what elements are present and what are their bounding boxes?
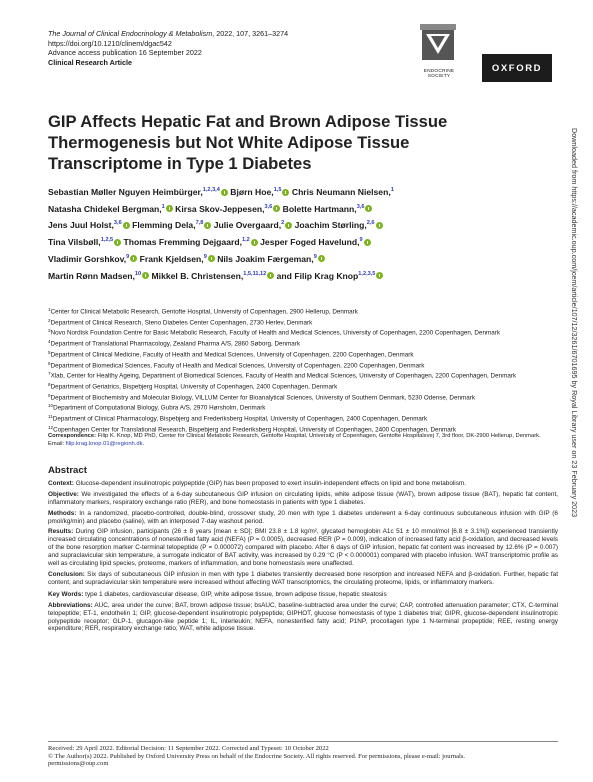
affiliation-text: Copenhagen Center for Translational Research, Bispebjerg and Frederiksberg Hospital, University of Copenhagen, 2400 Copenhagen, Denmark xyxy=(53,426,457,434)
orcid-icon[interactable] xyxy=(123,222,130,229)
download-notice xyxy=(567,128,581,638)
affiliation-text: Department of Clinical Pharmacology, Bispebjerg and Frederiksberg Hospital, University of Copenhagen, 2400 Copenhagen, Denmark xyxy=(52,415,428,423)
orcid-icon[interactable] xyxy=(365,205,372,212)
affiliation-number: 8 xyxy=(48,381,51,387)
affiliation xyxy=(48,317,558,328)
affiliation-number: 3 xyxy=(48,328,51,334)
endocrine-society-text: ENDOCRINE SOCIETY xyxy=(423,69,455,80)
correspondence-text: Filip K. Knop, MD PhD, Center for Clinical Metabolic Research, Gentofte Hospital, University of Copenhagen, Gentofte Hospitalsvej 7, 3rd floor, DK-2900 Hellerup, Denmark. Email: xyxy=(48,433,541,448)
abstract-section xyxy=(48,528,558,568)
affiliation-text: Department of Computational Biology, Gubra A/S, 2970 Hørsholm, Denmark xyxy=(53,404,266,412)
affiliation-text: Department of Geriatrics, Bispebjerg Hospital, University of Copenhagen, 2400 Copenhagen, Denmark xyxy=(50,383,338,391)
affiliation xyxy=(48,360,558,371)
copyright: © The Author(s) 2022. Published by Oxford University Press on behalf of the Endocrine Society. All rights reserved. For permissions, please e-mail: journals. xyxy=(48,752,466,760)
affiliation-text: Xlab, Center for Healthy Ageing, Department of Biomedical Sciences, Faculty of Health and Medical Sciences, University of Copenhagen, 2200 Copenhagen, Denmark xyxy=(50,372,517,380)
affiliation-number: 12 xyxy=(48,424,54,430)
affiliation xyxy=(48,306,558,317)
affiliation-text: Department of Translational Pharmacology, Zealand Pharma A/S, 2860 Søborg, Denmark xyxy=(50,340,300,348)
author-affiliation-sup: 9 xyxy=(313,253,317,260)
correspondence-label: Correspondence: xyxy=(48,433,96,439)
affiliation xyxy=(48,327,558,338)
author-row xyxy=(48,233,558,250)
author-name: Natasha Chidekel Bergman, xyxy=(48,203,162,214)
author-affiliation-sup: 9 xyxy=(126,253,130,260)
affiliation-text: Department of Biomedical Sciences, Faculty of Health and Medical Sciences, University of Copenhagen, 2200 Copenhagen, Denmark xyxy=(50,362,425,370)
abstract-section-text: During GIP infusion, participants (26 ± 8 years [mean ± SD]; BMI 23.8 ± 1.8 kg/m², glycated hemoglobin A1c 51 ± 10 mmol/mol [6.8 ± 3.1%]) experienced transiently increased circulating concentrations of nonesterified fatty acid (NEFA) (P = 0.0005), decreased RER (P = 0.009), indication of increased fatty acid β-oxidation, and decreased levels of the bone resorption marker C-terminal telopeptide (P = 0.000072) compared with placebo. After 6 days of GIP infusion, hepatic fat content was increased by 12.6% (P = 0.007) and supraclavicular skin temperature, a surrogate indicator of BAT activity, was increased by 0.29 °C (P < 0.000001) compared with placebo infusion. WAT transcriptomic profile as well as circulating lipid species, proteome, markers of inflammation, and bone homeostasis were unaffected. xyxy=(48,528,558,568)
orcid-icon[interactable] xyxy=(208,255,215,262)
affiliation xyxy=(48,370,558,381)
author-affiliation-sup: 3,6 xyxy=(113,220,122,227)
author-row xyxy=(48,267,558,284)
author-name: Sebastian Møller Nguyen Heimbürger, xyxy=(48,187,203,197)
orcid-icon[interactable] xyxy=(318,255,325,262)
author-row xyxy=(48,250,558,267)
author-name: Jens Juul Holst, xyxy=(48,220,114,231)
abstract-section-label: Objective: xyxy=(48,490,79,498)
abstract-section xyxy=(48,510,558,526)
correspondence-email-link[interactable]: filip.krag.knop.01@regionh.dk xyxy=(65,441,143,448)
affiliation-text: Novo Nordisk Foundation Centre for Basic Metabolic Research, Faculty of Health and Medical Sciences, University of Copenhagen, 2200 Copenhagen, Denmark xyxy=(50,329,500,337)
affiliation-number: 6 xyxy=(48,360,51,366)
abstract-section xyxy=(48,571,558,587)
orcid-icon[interactable] xyxy=(221,189,228,196)
author-affiliation-sup: 10 xyxy=(134,270,142,277)
orcid-icon[interactable] xyxy=(376,272,383,279)
oxford-logo: OXFORD xyxy=(482,54,552,82)
affiliation-number: 10 xyxy=(48,403,54,409)
author-affiliation-sup: 9 xyxy=(359,237,363,244)
affiliation xyxy=(48,381,558,392)
author-name: Martin Rønn Madsen, xyxy=(48,270,135,281)
author-name: Bolette Hartmann, xyxy=(280,203,357,214)
orcid-icon[interactable] xyxy=(376,222,383,229)
author-name: Tina Vilsbøll, xyxy=(48,237,101,248)
author-row xyxy=(48,183,558,200)
abstract-section-label: Results: xyxy=(48,528,74,536)
keywords xyxy=(48,591,558,599)
publisher-logos xyxy=(420,24,555,94)
doi-link[interactable]: https://doi.org/10.1210/clinem/dgac542 xyxy=(48,38,172,48)
author-affiliation-sup: 3,6 xyxy=(264,203,273,210)
author-name: and Filip Krag Knop xyxy=(274,270,359,281)
permissions-email[interactable]: permissions@oup.com xyxy=(48,760,109,767)
author-name: Nils Joakim Færgeman, xyxy=(214,253,314,264)
affiliation xyxy=(48,349,558,360)
affiliation-number: 4 xyxy=(48,339,51,345)
correspondence-end: . xyxy=(142,441,145,448)
abstract-section-text: Glucose-dependent insulinotropic polypeptide (GIP) has been proposed to exert insulin-independent effects on lipid and bone metabolism. xyxy=(73,479,467,487)
orcid-icon[interactable] xyxy=(114,239,121,246)
affiliation-list xyxy=(48,306,558,434)
affiliation-number: 11 xyxy=(48,414,53,420)
author-name: Joachim Størling, xyxy=(292,220,367,231)
journal-citation xyxy=(48,29,288,39)
author-name: Flemming Dela, xyxy=(129,220,196,231)
author-affiliation-sup: 1,2 xyxy=(241,237,250,244)
author-affiliation-sup: 1 xyxy=(390,187,394,193)
received-dates: Received: 29 April 2022. Editorial Decision: 11 September 2022. Corrected and Typeset: 10 October 2022 xyxy=(48,745,329,752)
author-row xyxy=(48,216,558,233)
author-affiliation-sup: 1,2,5 xyxy=(100,237,114,244)
abstract-section-label: Context: xyxy=(48,479,74,487)
abstract-section-text: We investigated the effects of a 6-day subcutaneous GIP infusion on circulating lipids, white adipose tissue (WAT), brown adipose tissue (BAT), hepatic fat content, inflammatory markers, respiratory exchange ratio (RER), and bone homeostasis in patients with type 1 diabetes. xyxy=(48,490,558,506)
abstract-section-label: Methods: xyxy=(48,509,77,517)
affiliation xyxy=(48,338,558,349)
affiliation-number: 7 xyxy=(48,371,51,377)
abstract-sections xyxy=(48,480,558,587)
keywords-text: type 1 diabetes, cardiovascular disease, GIP, white adipose tissue, brown adipose tissue, hepatic steatosis xyxy=(83,590,387,598)
affiliation-text: Center for Clinical Metabolic Research, Gentofte Hospital, University of Copenhagen, 2900 Hellerup, Denmark xyxy=(50,308,358,316)
article-title: GIP Affects Hepatic Fat and Brown Adipose Tissue Thermogenesis but Not White Adipose Tissue Transcriptome in Type 1 Diabetes xyxy=(48,112,448,174)
affiliation-number: 2 xyxy=(48,317,51,323)
author-affiliation-sup: 2,6 xyxy=(366,220,375,227)
abstract-section xyxy=(48,480,558,488)
affiliation-text: Department of Clinical Medicine, Faculty of Health and Medical Sciences, University of Copenhagen, 2200 Copenhagen, Denmark xyxy=(50,351,414,359)
abbreviations-label: Abbreviations: xyxy=(48,601,93,609)
author-name: Mikkel B. Christensen, xyxy=(149,270,244,281)
footer xyxy=(48,745,558,768)
author-affiliation-sup: 1 xyxy=(161,203,165,210)
author-affiliation-sup: 1,5,11,12 xyxy=(243,270,267,277)
author-affiliation-sup: 1,2,3,4 xyxy=(202,187,220,193)
affiliation-text: Department of Biochemistry and Molecular Biology, VILLUM Center for Bioanalytical Sciences, University of Southern Denmark, 5230 Odense, Denmark xyxy=(50,394,475,402)
correspondence xyxy=(48,432,558,448)
article-type: Clinical Research Article xyxy=(48,57,133,67)
author-name: Frank Kjeldsen, xyxy=(137,253,204,264)
affiliation xyxy=(48,392,558,403)
abstract-section xyxy=(48,491,558,507)
journal-name: The Journal of Clinical Endocrinology & Metabolism xyxy=(48,29,213,38)
abbreviations xyxy=(48,602,558,634)
keywords-label: Key Words: xyxy=(48,590,84,598)
endocrine-society-logo xyxy=(420,24,456,86)
author-list xyxy=(48,183,558,283)
abstract-section-text: In a randomized, placebo-controlled, double-blind, crossover study, 20 men with type 1 diabetes underwent a 6-day continuous subcutaneous infusion with GIP (6 pmol/kg/min) and placebo (saline), with an interposed 7-day washout period. xyxy=(48,509,558,525)
abbreviations-text: AUC, area under the curve; BAT, brown adipose tissue; bsAUC, baseline-subtracted area under the curve; CAP, controlled attenuation parameter; CTX, C-terminal telopeptide; ET-1, endothelin 1; GIP, glucose-dependent insulinotropic polypeptide; GIPHOT, glucose homeostasis of type 1 diabetes trial; GIPR, glucose-dependent insulinotropic polypeptide receptor; GLP-1, glucagon-like peptide 1; IL, interleukin; NEFA, nonesterified fatty acid; P1NP, procollagen type 1 N-terminal propeptide; REE, resting energy expenditure; RER, respiratory exchange ratio; WAT, white adipose tissue. xyxy=(48,601,558,633)
abstract-section-label: Conclusion: xyxy=(48,570,85,578)
author-name: Kirsa Skov-Jeppesen, xyxy=(172,203,265,214)
endocrine-society-mark-icon xyxy=(420,24,456,68)
download-notice-text: Downloaded from https://academic.oup.com/jcem/article/107/12/3261/6701695 by Royal Library user on 23 February 2023 xyxy=(570,128,579,518)
affiliation-number: 5 xyxy=(48,349,51,355)
affiliation-number: 9 xyxy=(48,392,51,398)
author-affiliation-sup: 1,5 xyxy=(273,187,282,193)
affiliation xyxy=(48,413,558,424)
abstract-section-text: Six days of subcutaneous GIP infusion in men with type 1 diabetes transiently decreased bone resorption and increased NEFA and β-oxidation. Further, hepatic fat content, and supraclavicular skin temperature were increased without affecting WAT transcriptomics, the circulating proteome, lipids, or inflammatory markers. xyxy=(48,570,558,586)
affiliation-number: 1 xyxy=(48,307,51,312)
author-name: Bjørn Hoe, xyxy=(227,187,274,197)
abstract xyxy=(48,467,558,636)
journal-meta xyxy=(48,29,288,67)
author-name: Vladimir Gorshkov, xyxy=(48,253,127,264)
author-affiliation-sup: 2 xyxy=(281,220,285,227)
abstract-heading: Abstract xyxy=(48,465,87,476)
orcid-icon[interactable] xyxy=(166,205,173,212)
advance-access: Advance access publication 16 September 2022 xyxy=(48,48,202,57)
author-affiliation-sup: 3,6 xyxy=(356,203,365,210)
author-name: Julie Overgaard, xyxy=(211,220,282,231)
orcid-icon[interactable] xyxy=(364,239,371,246)
author-name: Jesper Foged Havelund, xyxy=(257,237,360,248)
author-affiliation-sup: 7,8 xyxy=(195,220,204,227)
author-name: Thomas Fremming Dejgaard, xyxy=(121,237,242,248)
author-affiliation-sup: 9 xyxy=(203,253,207,260)
author-row xyxy=(48,200,558,217)
journal-volume: , 2022, 107, 3261–3274 xyxy=(212,29,289,38)
affiliation-text: Department of Clinical Research, Steno Diabetes Center Copenhagen, 2730 Herlev, Denmark xyxy=(50,319,313,327)
author-name: Chris Neumann Nielsen, xyxy=(289,187,391,197)
author-affiliation-sup: 1,2,3,5 xyxy=(358,270,376,277)
orcid-icon[interactable] xyxy=(251,239,258,246)
affiliation xyxy=(48,402,558,413)
footer-divider xyxy=(48,741,558,742)
